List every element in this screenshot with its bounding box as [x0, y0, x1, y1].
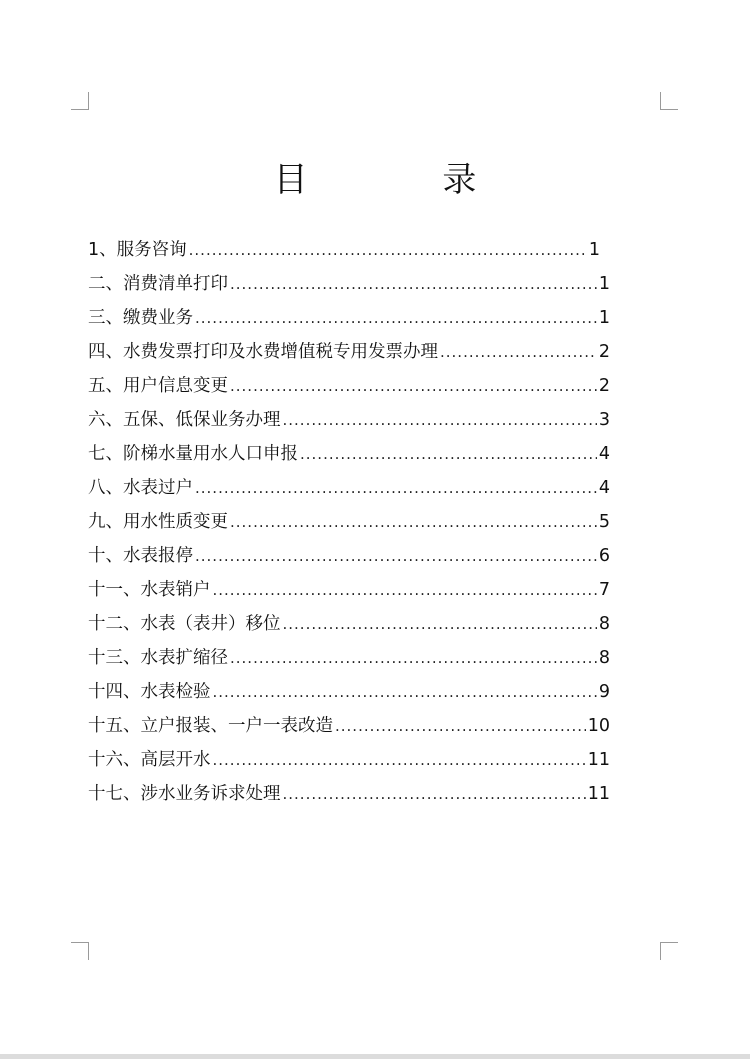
toc-dot-leader: [230, 641, 597, 675]
corner-mark-top-left: [71, 92, 89, 110]
toc-dot-leader: [195, 471, 597, 505]
toc-entry-label: 二、消费清单打印: [88, 274, 228, 294]
toc-entry[interactable]: [88, 471, 610, 505]
toc-dot-leader: [213, 573, 597, 607]
toc-entry[interactable]: [88, 335, 610, 369]
toc-entry-page-number: 9: [598, 682, 610, 702]
toc-dot-leader: [300, 437, 597, 471]
toc-entry-page-number: 7: [598, 580, 610, 600]
toc-entry-page-number: 8: [598, 648, 610, 668]
toc-entry-page-number: 2: [598, 342, 610, 362]
toc-entry[interactable]: [88, 233, 600, 267]
toc-entry-page-number: 2: [598, 376, 610, 396]
toc-entry[interactable]: [88, 267, 610, 301]
toc-entry-label: 七、阶梯水量用水人口申报: [88, 444, 298, 464]
toc-entry-page-number: 1: [588, 240, 600, 260]
toc-dot-leader: [213, 675, 597, 709]
corner-mark-bottom-left: [71, 942, 89, 960]
toc-entry[interactable]: [88, 505, 610, 539]
toc-entry[interactable]: [88, 675, 610, 709]
toc-entry[interactable]: [88, 777, 610, 811]
toc-entry-page-number: 5: [598, 512, 610, 532]
toc-entry[interactable]: [88, 743, 610, 777]
toc-entry[interactable]: [88, 369, 610, 403]
toc-entry[interactable]: [88, 539, 610, 573]
toc-dot-leader: [335, 709, 586, 743]
corner-mark-bottom-right: [660, 942, 678, 960]
table-of-contents: [88, 233, 610, 811]
toc-dot-leader: [283, 403, 597, 437]
toc-entry-page-number: 1: [598, 308, 610, 328]
toc-entry-label: 九、用水性质变更: [88, 512, 228, 532]
toc-entry-label: 1、服务咨询: [88, 240, 187, 260]
toc-entry[interactable]: [88, 437, 610, 471]
toc-dot-leader: [283, 607, 597, 641]
toc-dot-leader: [195, 539, 597, 573]
toc-entry-label: 十三、水表扩缩径: [88, 648, 228, 668]
toc-entry-label: 八、水表过户: [88, 478, 193, 498]
toc-entry-page-number: 1: [598, 274, 610, 294]
page-bottom-edge: [0, 1054, 750, 1059]
toc-dot-leader: [189, 233, 587, 267]
toc-entry[interactable]: [88, 607, 610, 641]
toc-entry[interactable]: [88, 573, 610, 607]
toc-entry[interactable]: [88, 301, 610, 335]
toc-entry-label: 十一、水表销户: [88, 580, 211, 600]
toc-entry[interactable]: [88, 403, 610, 437]
page-title: 目 录: [273, 160, 539, 200]
toc-dot-leader: [230, 505, 597, 539]
toc-entry-label: 十六、高层开水: [88, 750, 211, 770]
toc-entry-page-number: 4: [598, 444, 610, 464]
toc-entry-label: 三、缴费业务: [88, 308, 193, 328]
toc-entry-page-number: 4: [598, 478, 610, 498]
toc-entry-label: 十五、立户报装、一户一表改造: [88, 716, 333, 736]
toc-dot-leader: [213, 743, 586, 777]
toc-entry[interactable]: [88, 709, 610, 743]
toc-entry[interactable]: [88, 641, 610, 675]
toc-entry-label: 六、五保、低保业务办理: [88, 410, 281, 430]
toc-entry-label: 十七、涉水业务诉求处理: [88, 784, 281, 804]
toc-entry-label: 五、用户信息变更: [88, 376, 228, 396]
corner-mark-top-right: [660, 92, 678, 110]
toc-entry-label: 十四、水表检验: [88, 682, 211, 702]
toc-entry-page-number: 8: [598, 614, 610, 634]
toc-entry-page-number: 10: [587, 716, 610, 736]
toc-entry-page-number: 6: [598, 546, 610, 566]
toc-entry-page-number: 11: [587, 750, 610, 770]
toc-entry-page-number: 3: [598, 410, 610, 430]
toc-entry-label: 四、水费发票打印及水费增值税专用发票办理: [88, 342, 438, 362]
toc-dot-leader: [230, 267, 597, 301]
toc-dot-leader: [283, 777, 586, 811]
toc-dot-leader: [440, 335, 597, 369]
toc-entry-label: 十二、水表（表井）移位: [88, 614, 281, 634]
toc-entry-page-number: 11: [587, 784, 610, 804]
toc-dot-leader: [195, 301, 597, 335]
toc-entry-label: 十、水表报停: [88, 546, 193, 566]
toc-dot-leader: [230, 369, 597, 403]
